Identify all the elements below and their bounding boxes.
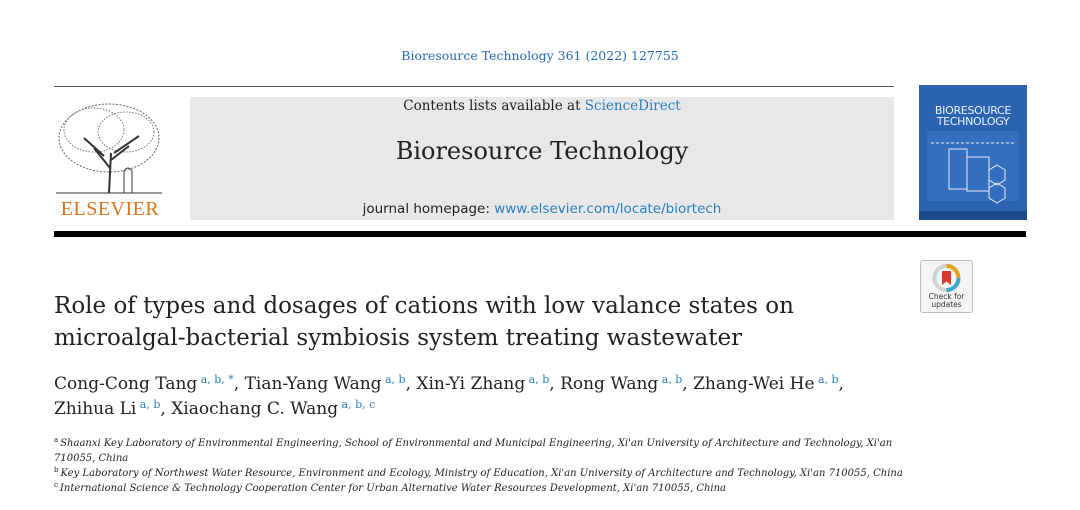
affiliation-key: c	[54, 481, 58, 489]
author-affiliation-marker[interactable]: a, b	[139, 398, 161, 411]
header-thick-rule	[54, 231, 1026, 237]
article-title-line: microalgal-bacterial symbiosis system treating wastewater	[54, 325, 743, 351]
author-affiliation-marker[interactable]: a, b	[384, 373, 406, 386]
header-top-rule	[54, 86, 894, 87]
journal-cover-image[interactable]	[919, 85, 1027, 220]
check-updates-label	[921, 293, 972, 309]
sciencedirect-link[interactable]: ScienceDirect	[584, 98, 681, 114]
check-updates-label-line: Check for	[928, 292, 965, 301]
author-separator: ,	[549, 374, 561, 394]
check-updates-label-line: updates	[931, 300, 962, 309]
elsevier-wordmark[interactable]: ELSEVIER	[60, 198, 160, 220]
affiliation-text: International Science & Technology Cooperation Center for Urban Alternative Water Resources Development, Xi'an 710055, China	[59, 483, 727, 494]
homepage-prefix: journal homepage:	[362, 201, 495, 217]
author-affiliation-marker[interactable]: a, b, *	[200, 373, 234, 386]
check-for-updates-button[interactable]	[920, 260, 973, 313]
contents-prefix: Contents lists available at	[403, 98, 585, 114]
author-affiliation-marker[interactable]: a, b	[817, 373, 839, 386]
author-name[interactable]: Rong Wang	[560, 374, 659, 394]
journal-banner	[190, 97, 894, 220]
affiliation-item	[54, 436, 934, 466]
author-separator: ,	[405, 374, 417, 394]
cover-title-line: BIORESOURCE	[934, 104, 1012, 117]
author-affiliation-marker[interactable]: a, b, c	[341, 398, 376, 411]
journal-reference[interactable]: Bioresource Technology 361 (2022) 127755	[401, 48, 679, 63]
author-name[interactable]: Cong-Cong Tang	[54, 374, 198, 394]
author-separator: ,	[160, 399, 172, 419]
journal-title[interactable]: Bioresource Technology	[395, 137, 689, 165]
contents-line	[190, 98, 894, 114]
affiliation-list	[54, 436, 934, 496]
article-title	[54, 290, 894, 354]
author-name[interactable]: Zhihua Li	[54, 399, 137, 419]
author-separator: ,	[682, 374, 694, 394]
affiliation-text: Shaanxi Key Laboratory of Environmental Engineering, School of Environmental and Municipal Engineering, Xi'an University of Architecture and Technology, Xi'an 710055, China	[54, 438, 893, 464]
homepage-link[interactable]: www.elsevier.com/locate/biortech	[494, 201, 722, 217]
author-name[interactable]: Tian-Yang Wang	[244, 374, 382, 394]
affiliation-item	[54, 466, 934, 481]
author-separator: ,	[838, 374, 844, 394]
affiliation-key: b	[54, 466, 59, 474]
author-separator: ,	[233, 374, 245, 394]
affiliation-text: Key Laboratory of Northwest Water Resource, Environment and Ecology, Ministry of Education, Xi'an University of Architecture and Technology, Xi'an 710055, China	[60, 468, 903, 479]
author-name[interactable]: Xin-Yi Zhang	[416, 374, 526, 394]
author-affiliation-marker[interactable]: a, b	[528, 373, 550, 386]
affiliation-item	[54, 481, 934, 496]
author-affiliation-marker[interactable]: a, b	[661, 373, 683, 386]
author-name[interactable]: Zhang-Wei He	[693, 374, 815, 394]
author-name[interactable]: Xiaochang C. Wang	[171, 399, 339, 419]
check-updates-icon	[921, 262, 972, 294]
affiliation-key: a	[54, 436, 59, 444]
article-title-line: Role of types and dosages of cations with low valance states on	[54, 293, 794, 319]
journal-homepage-line	[190, 201, 894, 217]
cover-title-line: TECHNOLOGY	[936, 115, 1010, 128]
author-list	[54, 372, 914, 422]
